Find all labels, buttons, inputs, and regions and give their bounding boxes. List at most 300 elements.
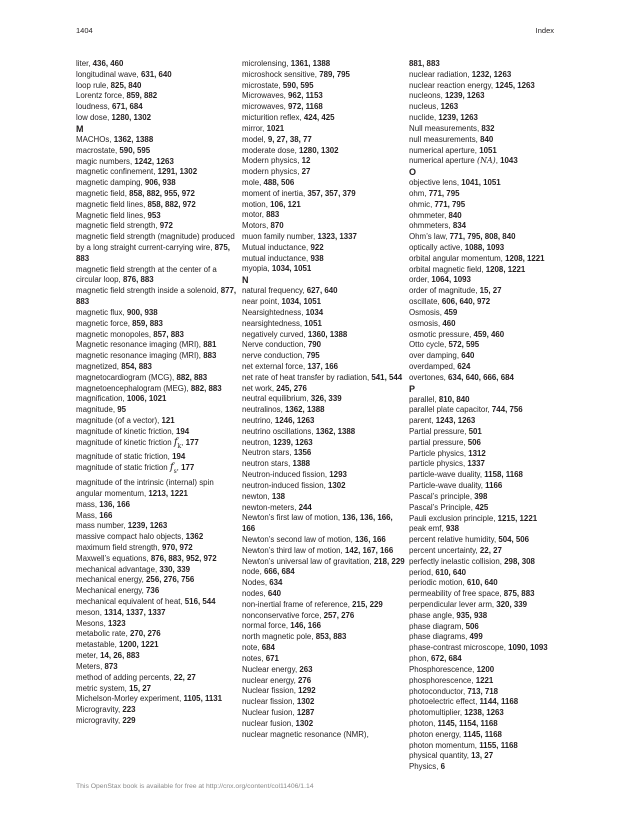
page-references[interactable]: 1242, 1263 [134, 156, 174, 166]
index-entry: notes, 671 [242, 653, 279, 663]
index-term: partial pressure [409, 437, 464, 447]
index-entry: motor, 883 [242, 210, 280, 220]
page-references[interactable]: 177 [181, 463, 195, 473]
index-term: magnetic field strength inside a solenoid [76, 286, 217, 296]
page-references[interactable]: 873 [104, 661, 118, 671]
page-references[interactable]: 27 [301, 167, 311, 177]
page-references[interactable]: 1051 [304, 318, 322, 328]
page-references[interactable]: 922 [310, 242, 324, 252]
index-entry: Maxwell’s equations, 876, 883, 952, 972 [76, 553, 217, 563]
page-references[interactable]: 506 [467, 437, 481, 447]
index-entry: ohmic, 771, 795 [409, 199, 466, 209]
index-term: node [242, 567, 260, 577]
page-references[interactable]: 1041, 1051 [461, 178, 501, 188]
page-references[interactable]: 1302 [327, 480, 346, 490]
page-references[interactable]: 640 [267, 589, 282, 598]
page-references[interactable]: 771, 795 [428, 188, 460, 198]
index-entry: Nodes, 634 [242, 578, 283, 588]
page-references[interactable]: 326, 339 [310, 394, 342, 404]
page-references[interactable]: 1362 [185, 532, 204, 542]
index-term: mole [242, 177, 260, 187]
page-references[interactable]: 672, 684 [430, 654, 462, 664]
index-term: photon energy [409, 729, 459, 739]
page-references[interactable]: 713, 718 [467, 686, 499, 696]
index-entry: magnification, 1006, 1021 [76, 394, 167, 404]
page-references[interactable]: 858, 882, 955, 972 [129, 188, 195, 198]
page-references[interactable]: 953 [147, 210, 161, 220]
index-term: osmosis [409, 318, 438, 328]
page-references[interactable]: 1323 [108, 618, 126, 628]
page-references[interactable]: 795 [306, 351, 320, 361]
page-references[interactable]: 938 [445, 524, 460, 534]
index-term: Nearsightedness [242, 307, 302, 317]
index-term: newton-meters [242, 502, 295, 512]
index-entry: Modern physics, 12 [242, 156, 311, 166]
index-term: Neutron-induced fission [242, 470, 325, 480]
index-entry: mutual inductance, 938 [242, 253, 324, 263]
page-references[interactable]: 1239, 1263 [444, 91, 485, 101]
page-references[interactable]: 460 [442, 318, 456, 328]
index-term: Phosphorescence [409, 664, 473, 674]
index-entry: overtones, 634, 640, 666, 684 [409, 372, 514, 382]
index-entry: Microwaves, 962, 1153 [242, 91, 323, 101]
index-entry: osmotic pressure, 459, 460 [409, 329, 505, 339]
page-references[interactable]: 13, 27 [471, 751, 494, 761]
page-references[interactable]: 906, 938 [144, 178, 176, 188]
index-entry: nuclear fission, 1302 [242, 697, 315, 707]
page-references[interactable]: 1215, 1221 [497, 513, 538, 523]
index-entry: node, 666, 684 [242, 567, 295, 577]
page-references[interactable]: 881 [203, 340, 217, 350]
page-references[interactable]: 666, 684 [263, 567, 295, 577]
index-entry: muon family number, 1323, 1337 [242, 232, 357, 241]
page-references[interactable]: 1323, 1337 [317, 232, 357, 241]
page-references[interactable]: 215, 229 [352, 599, 383, 609]
page-references[interactable]: 938 [310, 253, 324, 263]
index-term: magnetic field strength at the center of a circular loop [76, 264, 217, 285]
page-references[interactable]: 501 [468, 427, 482, 436]
page-references[interactable]: 137, 166 [307, 361, 339, 371]
page-references[interactable]: 244 [298, 502, 312, 512]
page-references[interactable]: 810, 840 [438, 394, 470, 404]
index-term: Osmosis [409, 307, 440, 317]
page-references[interactable]: 1362, 1388 [285, 405, 325, 415]
index-entry: MACHOs, 1362, 1388 [76, 134, 154, 144]
index-term: magnetic damping [76, 178, 141, 188]
page-references[interactable]: 1302 [295, 718, 314, 728]
page-references[interactable]: 1362, 1388 [113, 134, 154, 144]
page-references[interactable]: 858, 882, 972 [147, 199, 196, 209]
page-references[interactable]: 541, 544 [371, 372, 403, 382]
page-references[interactable]: 631, 640 [140, 69, 172, 79]
page-references[interactable]: 1280, 1302 [299, 145, 339, 155]
page-references[interactable]: 875, 883 [76, 243, 230, 263]
page-references[interactable]: 223 [122, 705, 136, 715]
page-references[interactable]: 634 [269, 578, 283, 588]
index-entry: Ohm’s law, 771, 795, 808, 840 [409, 232, 516, 242]
index-term: Nodes [242, 578, 265, 588]
index-term: magnetized [76, 361, 117, 371]
index-term: perpendicular lever arm [409, 600, 492, 609]
index-entry: Osmosis, 459 [409, 307, 458, 317]
index-entry: non-inertial frame of reference, 215, 229 [242, 599, 383, 609]
index-entry: mass number, 1239, 1263 [76, 521, 168, 531]
index-entry: near point, 1034, 1051 [242, 297, 321, 307]
page-references[interactable]: 840 [448, 210, 462, 220]
index-term: magnetic confinement [76, 167, 154, 177]
page-references[interactable]: 1314, 1337, 1337 [104, 607, 166, 617]
index-entry: longitudinal wave, 631, 640 [76, 69, 172, 79]
index-term: mechanical equivalent of heat [76, 597, 181, 606]
page-references[interactable]: 1292 [298, 686, 316, 696]
index-entry: Mass, 166 [76, 510, 113, 520]
index-term: ohmmeter [409, 210, 445, 220]
page-references[interactable]: 1243, 1263 [435, 416, 476, 426]
index-term: nuclide [409, 113, 435, 123]
index-term: magnetoencephalogram (MEG) [76, 383, 187, 393]
page-references[interactable]: 95 [117, 405, 127, 415]
page-references[interactable]: 1200, 1221 [119, 640, 159, 650]
page-references[interactable]: 1144, 1168 [479, 697, 519, 707]
page-references[interactable]: 330, 339 [159, 564, 191, 574]
index-section-letter: O [409, 167, 417, 178]
page-references[interactable]: 1238, 1263 [464, 708, 504, 718]
index-term: microwaves [242, 102, 284, 112]
index-term: near point [242, 297, 278, 307]
index-entry: over damping, 640 [409, 351, 475, 361]
index-entry: macrostate, 590, 595 [76, 145, 151, 155]
page-references[interactable]: 1356 [293, 448, 312, 458]
page-references[interactable]: 14, 26, 883 [100, 651, 140, 661]
page-references[interactable]: 22, 27 [173, 672, 196, 682]
index-entry: phase diagram, 506 [409, 621, 479, 631]
index-term: nuclear fission [242, 697, 293, 707]
index-entry: numerical aperture, 1051 [409, 145, 497, 155]
page-references[interactable]: 276 [298, 675, 312, 685]
index-term: nucleus [409, 102, 437, 112]
page-references[interactable]: 789, 795 [319, 69, 350, 79]
index-term: phase angle [409, 610, 452, 620]
page-references[interactable]: 136, 166 [99, 499, 130, 509]
page-references[interactable]: 900, 938 [126, 307, 158, 317]
page-references[interactable]: 624 [457, 361, 471, 371]
page-references[interactable]: 684 [261, 643, 275, 653]
page-references[interactable]: 883 [203, 351, 217, 361]
page-references[interactable]: 15, 27 [129, 683, 152, 693]
index-term: Michelson-Morley experiment [76, 694, 180, 704]
index-term: particle-wave duality [409, 470, 480, 480]
page-references[interactable]: 606, 640, 972 [441, 297, 491, 307]
page-references[interactable]: 1034, 1051 [271, 264, 312, 274]
page-references[interactable]: 744, 756 [491, 405, 523, 415]
page-references[interactable]: 1302 [296, 697, 315, 707]
page-references[interactable]: 15, 27 [479, 286, 502, 296]
page-references[interactable]: 1291, 1302 [157, 167, 198, 177]
page-references[interactable]: 194 [176, 426, 190, 436]
index-entry: neutron-induced fission, 1302 [242, 480, 346, 490]
page-references[interactable]: 610, 640 [466, 578, 498, 588]
page-references[interactable]: 610, 640 [435, 567, 467, 577]
page-references[interactable]: 1246, 1263 [274, 416, 315, 425]
index-term: nuclear reaction energy [409, 80, 491, 90]
index-entry: magnetic resonance imaging (MRI), 883 [76, 351, 217, 361]
page-references[interactable]: 121 [161, 416, 175, 425]
page-references[interactable]: 1006, 1021 [126, 394, 167, 404]
page-references[interactable]: 825, 840 [110, 80, 142, 90]
page-references[interactable]: 859, 882 [126, 91, 158, 101]
page-references[interactable]: 6 [440, 762, 445, 772]
page-references[interactable]: 1208, 1221 [485, 264, 526, 274]
page-references[interactable]: 1287 [296, 707, 315, 717]
index-term: neutrino [242, 416, 271, 425]
page-references[interactable]: 1239, 1263 [438, 113, 478, 123]
index-entry: magnetic field strength at the center of a circular loop, 876, 883 [76, 264, 217, 285]
page-references[interactable]: 854, 883 [121, 361, 152, 371]
page-references[interactable]: 425 [475, 502, 489, 512]
page-references[interactable]: 357, 357, 379 [307, 188, 356, 198]
page-references[interactable]: 257, 276 [323, 610, 355, 620]
page-references[interactable]: 1051 [479, 145, 497, 155]
index-term: photoelectric effect [409, 697, 476, 707]
page-references[interactable]: 22, 27 [479, 545, 502, 555]
page-references[interactable]: 736 [146, 586, 160, 596]
page-references[interactable]: 970, 972 [161, 542, 193, 552]
index-term: loop rule [76, 80, 107, 90]
page-references[interactable]: 853, 883 [315, 632, 347, 642]
page-references[interactable]: 1208, 1221 [505, 253, 545, 263]
page-references[interactable]: 832 [481, 123, 495, 133]
index-term: parallel [409, 394, 435, 404]
page-references[interactable]: 771, 795, 808, 840 [449, 232, 516, 242]
page-references[interactable]: 424, 425 [303, 113, 335, 123]
index-term: period [409, 567, 431, 577]
page-references[interactable]: 138 [271, 491, 286, 501]
index-term: objective lens [409, 178, 457, 188]
page-references[interactable]: 1158, 1168 [484, 470, 523, 480]
page-references[interactable]: 1145, 1154, 1168 [437, 718, 498, 728]
index-entry: newton-meters, 244 [242, 502, 312, 512]
page-references[interactable]: 146, 166 [290, 621, 321, 631]
page-references[interactable]: 136, 166 [355, 534, 386, 544]
page-references[interactable]: 572, 595 [448, 340, 480, 350]
index-term: nucleons [409, 91, 441, 101]
page-references[interactable]: 9, 27, 38, 77 [267, 134, 312, 144]
index-entry: orbital magnetic field, 1208, 1221 [409, 264, 526, 274]
index-entry [409, 59, 575, 70]
page-references[interactable]: 298, 308 [504, 556, 535, 566]
page-references[interactable]: 882, 883 [190, 383, 222, 393]
page-references[interactable]: 883 [266, 210, 280, 220]
index-term: magnetic field strength (magnitude) produced by a long straight current-carrying wire [76, 232, 235, 252]
page-references[interactable]: 1213, 1221 [148, 488, 188, 498]
page-references[interactable]: 590, 595 [119, 145, 151, 155]
page-references[interactable]: 263 [299, 664, 313, 674]
page-references[interactable]: 1105, 1131 [183, 694, 223, 704]
page-references[interactable]: 1232, 1263 [471, 69, 512, 79]
index-term: nuclear fusion [242, 718, 292, 728]
index-entry: partial pressure, 506 [409, 437, 481, 447]
page-references[interactable]: 177 [185, 437, 199, 447]
page-references[interactable]: 1155, 1168 [479, 740, 518, 750]
page-references[interactable]: 436, 460 [92, 59, 124, 68]
page-references[interactable]: 256, 276, 756 [146, 575, 195, 585]
index-term: ohmmeters [409, 221, 449, 231]
index-entry: magnitude of static friction $f_s$, 177 [76, 462, 195, 476]
page-references[interactable]: 516, 544 [184, 597, 216, 606]
index-term: optically active [409, 243, 461, 252]
page-references[interactable]: 245, 276 [276, 383, 307, 393]
page-references[interactable]: 229 [122, 715, 136, 725]
page-references[interactable]: 506 [465, 621, 479, 631]
page-references[interactable]: 1043 [500, 156, 518, 166]
page-references[interactable]: 859, 883 [132, 318, 163, 328]
page-references[interactable]: 590, 595 [282, 80, 314, 90]
index-entry: oscillate, 606, 640, 972 [409, 297, 491, 307]
page-references[interactable]: 1293 [329, 470, 347, 480]
page-references[interactable]: 1021 [266, 123, 285, 133]
index-entry: neutron stars, 1388 [242, 459, 311, 469]
page-references[interactable]: 499 [469, 632, 483, 642]
index-term: magnetic resonance imaging (MRI) [76, 351, 199, 361]
index-entry: phosphorescence, 1221 [409, 675, 494, 685]
page-references[interactable]: 504, 506 [498, 535, 530, 545]
index-term: ohmic [409, 199, 431, 209]
index-entry: Mechanical energy, 736 [76, 586, 160, 596]
page-references[interactable]: 640 [461, 351, 475, 361]
index-entry: magnetocardiogram (MCG), 882, 883 [76, 372, 208, 382]
page-references[interactable]: 194 [172, 452, 186, 462]
index-term: orbital magnetic field [409, 264, 482, 274]
page-references[interactable]: 1263 [440, 102, 459, 112]
page-references[interactable]: 218, 229 [373, 556, 405, 566]
index-term: negatively curved [242, 329, 304, 339]
page-references[interactable]: 771, 795 [434, 199, 466, 209]
page-references[interactable]: 1239, 1263 [273, 437, 313, 447]
index-term: ohm [409, 188, 425, 198]
page-references[interactable]: 972, 1168 [288, 102, 323, 112]
page-references[interactable]: 166 [99, 510, 113, 520]
page-references[interactable]: 790 [307, 340, 321, 350]
index-entry: parallel plate capacitor, 744, 756 [409, 405, 523, 415]
index-entry: net external force, 137, 166 [242, 361, 339, 371]
index-entry: objective lens, 1041, 1051 [409, 178, 501, 188]
index-term: magnitude of kinetic friction [76, 426, 172, 436]
page-references[interactable]: 634, 640, 666, 684 [448, 372, 514, 382]
index-entry: magnetic confinement, 1291, 1302 [76, 167, 198, 177]
index-term: percent uncertainty [409, 545, 476, 555]
page-references[interactable]: 1034 [305, 307, 324, 317]
page-references[interactable]: 857, 883 [153, 329, 184, 339]
footer-note: This OpenStax book is available for free at http://cnx.org/content/col11406/1.14 [76, 783, 314, 790]
index-entry: microlensing, 1361, 1388 [242, 59, 331, 68]
index-term: Null measurements [409, 123, 477, 133]
index-entry: magnetic force, 859, 883 [76, 318, 163, 328]
page-references[interactable]: 876, 883 [122, 275, 154, 285]
index-entry: Physics, 6 [409, 762, 445, 772]
index-term: net external force [242, 361, 303, 371]
page-references[interactable]: 459, 460 [473, 329, 505, 339]
page-references[interactable]: 12 [301, 156, 311, 166]
index-entry: meson, 1314, 1337, 1337 [76, 607, 166, 617]
index-term: MACHOs [76, 134, 110, 144]
page-references[interactable]: 270, 276 [129, 629, 161, 639]
page-references[interactable]: 840 [480, 134, 494, 144]
page-references[interactable]: 834 [452, 221, 467, 231]
index-term: magnitude of static friction [76, 463, 168, 473]
page-references[interactable]: 1361, 1388 [290, 59, 331, 68]
page-references[interactable]: 1362, 1388 [315, 426, 356, 436]
page-references[interactable]: 1200 [476, 664, 495, 674]
page-references[interactable]: 1245, 1263 [495, 80, 535, 90]
page-references[interactable]: 1166 [485, 481, 503, 491]
page-references[interactable]: 962, 1153 [288, 91, 323, 101]
index-entry: Null measurements, 832 [409, 123, 495, 133]
page-references[interactable]: 1145, 1168 [463, 729, 502, 739]
page-references[interactable]: 1337 [467, 459, 485, 469]
page-references[interactable]: 875, 883 [503, 589, 535, 599]
page-references[interactable]: 881, 883 [409, 59, 440, 68]
page-references[interactable]: 1221 [475, 675, 494, 685]
index-term: moment of inertia [242, 188, 303, 198]
page-references[interactable]: 1090, 1093 [508, 643, 548, 653]
page-references[interactable]: 671 [265, 653, 279, 663]
page-references[interactable]: 935, 938 [456, 610, 488, 620]
page-references[interactable]: 1388 [292, 459, 311, 469]
index-entry: Nearsightedness, 1034 [242, 307, 324, 317]
page-references[interactable]: 627, 640 [306, 286, 338, 296]
index-entry: photomultiplier, 1238, 1263 [409, 708, 504, 718]
page-references[interactable]: 106, 121 [270, 199, 301, 209]
index-entry: neutrino, 1246, 1263 [242, 416, 315, 425]
page-references[interactable]: 1034, 1051 [281, 297, 321, 307]
page-references[interactable]: 671, 684 [111, 102, 143, 112]
page-references[interactable]: 488, 506 [263, 177, 295, 187]
page-references[interactable]: 972 [159, 221, 173, 231]
index-entry: particle-wave duality, 1158, 1168 [409, 470, 523, 480]
index-term: order of magnitude [409, 286, 476, 296]
index-entry: Magnetic field lines, 953 [76, 210, 161, 220]
index-entry: Magnetic resonance imaging (MRI), 881 [76, 340, 217, 350]
page-references[interactable]: 1088, 1093 [464, 243, 505, 252]
index-term: particle physics [409, 459, 463, 469]
index-term: mirror [242, 123, 263, 133]
index-term: metric system [76, 683, 125, 693]
page-references[interactable]: 1280, 1302 [111, 113, 152, 123]
page-references[interactable]: 877, 883 [76, 286, 237, 307]
index-entry: Neutron stars, 1356 [242, 448, 312, 458]
index-term: meter [76, 651, 96, 661]
index-term: low dose [76, 113, 108, 123]
index-entry: mechanical energy, 256, 276, 756 [76, 575, 195, 585]
page-references[interactable]: 1360, 1388 [307, 329, 348, 339]
page-references[interactable]: 1239, 1263 [127, 521, 168, 531]
page-references[interactable]: 136, 136, 166, 166 [242, 513, 393, 534]
page-references[interactable]: 1064, 1093 [431, 275, 471, 285]
page-references[interactable]: 882, 883 [176, 372, 208, 382]
page-references[interactable]: 320, 339 [496, 600, 527, 609]
page-references[interactable]: 1312 [468, 448, 486, 458]
index-term: method of adding percents [76, 672, 170, 682]
index-term: Neutron stars [242, 448, 290, 458]
page-references[interactable]: 398 [474, 491, 488, 501]
index-term: Otto cycle [409, 340, 445, 350]
index-entry: parallel, 810, 840 [409, 394, 470, 404]
page-references[interactable]: 876, 883, 952, 972 [150, 553, 217, 563]
page-references[interactable]: 870 [270, 221, 284, 231]
index-entry: order of magnitude, 15, 27 [409, 286, 502, 296]
page-references[interactable]: 142, 167, 166 [344, 545, 394, 555]
page-references[interactable]: 459 [444, 307, 458, 317]
